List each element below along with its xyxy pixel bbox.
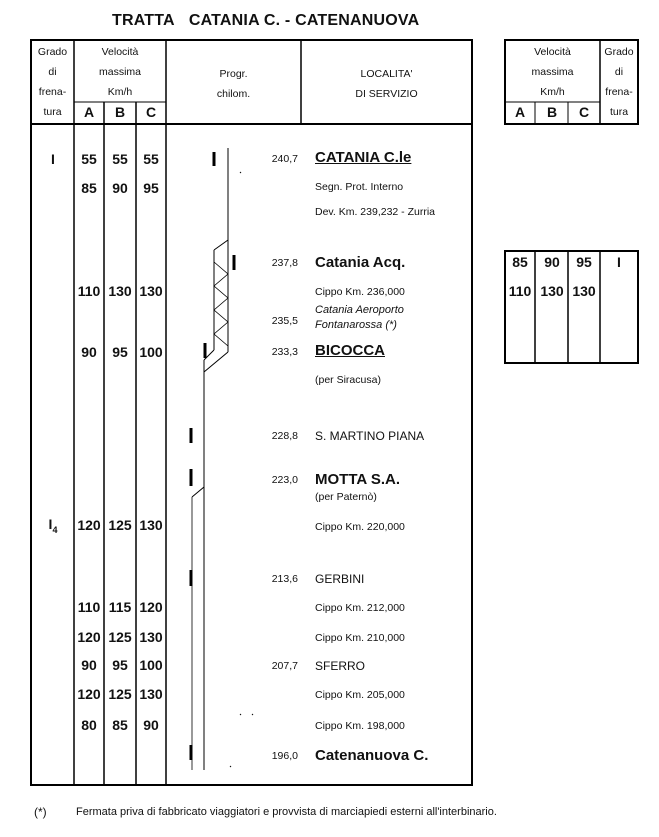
- km-value: 233,3: [271, 346, 298, 358]
- speed-a: 120: [77, 517, 101, 533]
- speed-c: 130: [139, 686, 163, 702]
- speed-a: 120: [77, 629, 101, 645]
- speed-c: 130: [139, 629, 163, 645]
- right-grado-value: I: [617, 254, 621, 270]
- grado-value: $I_4$: [48, 516, 58, 535]
- right-speed-c: 130: [572, 283, 596, 299]
- station-san-martino: S. MARTINO PIANA: [315, 429, 425, 443]
- right-header-grado: Grado di frena- tura: [604, 46, 634, 118]
- right-speed-b: 90: [544, 254, 560, 270]
- speed-c: 130: [139, 517, 163, 533]
- station-catenanuova: Catenanuova C.: [315, 747, 429, 764]
- right-header-velocita: Velocità massima Km/h: [531, 46, 574, 98]
- km-value: 207,7: [271, 660, 298, 672]
- km-value: 213,6: [271, 573, 298, 585]
- loc-cippo-220: Cippo Km. 220,000: [315, 521, 405, 533]
- footnote-mark: (*): [34, 805, 47, 819]
- footnote-text: Fermata priva di fabbricato viaggiatori e provvista di marciapiedi esterni all'interbinario.: [76, 806, 497, 818]
- right-speed-a: 110: [508, 283, 532, 299]
- page-title: TRATTA CATANIA C. - CATENANUOVA: [112, 12, 420, 29]
- loc-dev-km: Dev. Km. 239,232 - Zurria: [315, 206, 436, 218]
- speed-a: 55: [81, 151, 97, 167]
- header-col-c: C: [145, 104, 157, 120]
- station-bicocca: BICOCCA: [315, 342, 385, 359]
- header-localita: LOCALITA' DI SERVIZIO: [355, 68, 418, 100]
- speed-b: 95: [112, 657, 128, 673]
- speed-b: 125: [108, 517, 132, 533]
- header-grado: Grado di frena- tura: [37, 46, 68, 118]
- km-value: 228,8: [271, 430, 298, 442]
- speed-b: 125: [108, 686, 132, 702]
- loc-per-paterno: (per Paternò): [315, 491, 377, 503]
- km-value: 235,5: [271, 315, 298, 327]
- speed-c: 95: [143, 180, 159, 196]
- speed-a: 90: [81, 657, 97, 673]
- loc-aeroporto: Catania Aeroporto Fontanarossa (*): [315, 304, 404, 331]
- header-col-b: B: [114, 104, 126, 120]
- speed-b: 90: [112, 180, 128, 196]
- station-motta: MOTTA S.A.: [315, 471, 400, 488]
- speed-b: 130: [108, 283, 132, 299]
- speed-b: 125: [108, 629, 132, 645]
- km-value: 237,8: [271, 257, 298, 269]
- station-gerbini: GERBINI: [315, 572, 365, 586]
- speed-c: 100: [139, 657, 163, 673]
- loc-cippo-212: Cippo Km. 212,000: [315, 602, 405, 614]
- speed-a: 110: [77, 599, 101, 615]
- speed-a: 110: [77, 283, 101, 299]
- speed-a: 80: [81, 717, 97, 733]
- speed-c: 120: [139, 599, 163, 615]
- speed-c: 130: [139, 283, 163, 299]
- right-header-col-b: B: [546, 104, 558, 120]
- right-speed-c: 95: [576, 254, 592, 270]
- loc-cippo-198: Cippo Km. 198,000: [315, 720, 405, 732]
- speed-a: 120: [77, 686, 101, 702]
- speed-b: 115: [108, 599, 132, 615]
- speed-b: 55: [112, 151, 128, 167]
- speed-b: 85: [112, 717, 128, 733]
- grado-value: I: [51, 151, 55, 167]
- km-value: 196,0: [271, 750, 298, 762]
- track-diagram: [191, 148, 253, 770]
- station-catania-acq: Catania Acq.: [315, 254, 406, 271]
- speed-b: 95: [112, 344, 128, 360]
- loc-per-siracusa: (per Siracusa): [315, 374, 381, 386]
- station-catania-cle: CATANIA C.le: [315, 149, 412, 166]
- loc-cippo-205: Cippo Km. 205,000: [315, 689, 405, 701]
- km-value: 240,7: [271, 153, 298, 165]
- loc-segn-prot: Segn. Prot. Interno: [315, 181, 404, 193]
- right-speed-b: 130: [540, 283, 564, 299]
- right-speed-a: 85: [512, 254, 528, 270]
- speed-c: 100: [139, 344, 163, 360]
- speed-c: 90: [143, 717, 159, 733]
- loc-cippo-236: Cippo Km. 236,000: [315, 286, 405, 298]
- km-value: 223,0: [271, 474, 298, 486]
- header-progr: Progr. chilom.: [216, 68, 251, 100]
- header-velocita: Velocità massima Km/h: [98, 46, 141, 98]
- loc-cippo-210: Cippo Km. 210,000: [315, 632, 405, 644]
- speed-a: 90: [81, 344, 97, 360]
- station-sferro: SFERRO: [315, 659, 366, 673]
- right-header-col-c: C: [578, 104, 590, 120]
- header-col-a: A: [83, 104, 95, 120]
- speed-a: 85: [81, 180, 97, 196]
- right-header-col-a: A: [514, 104, 526, 120]
- speed-c: 55: [143, 151, 159, 167]
